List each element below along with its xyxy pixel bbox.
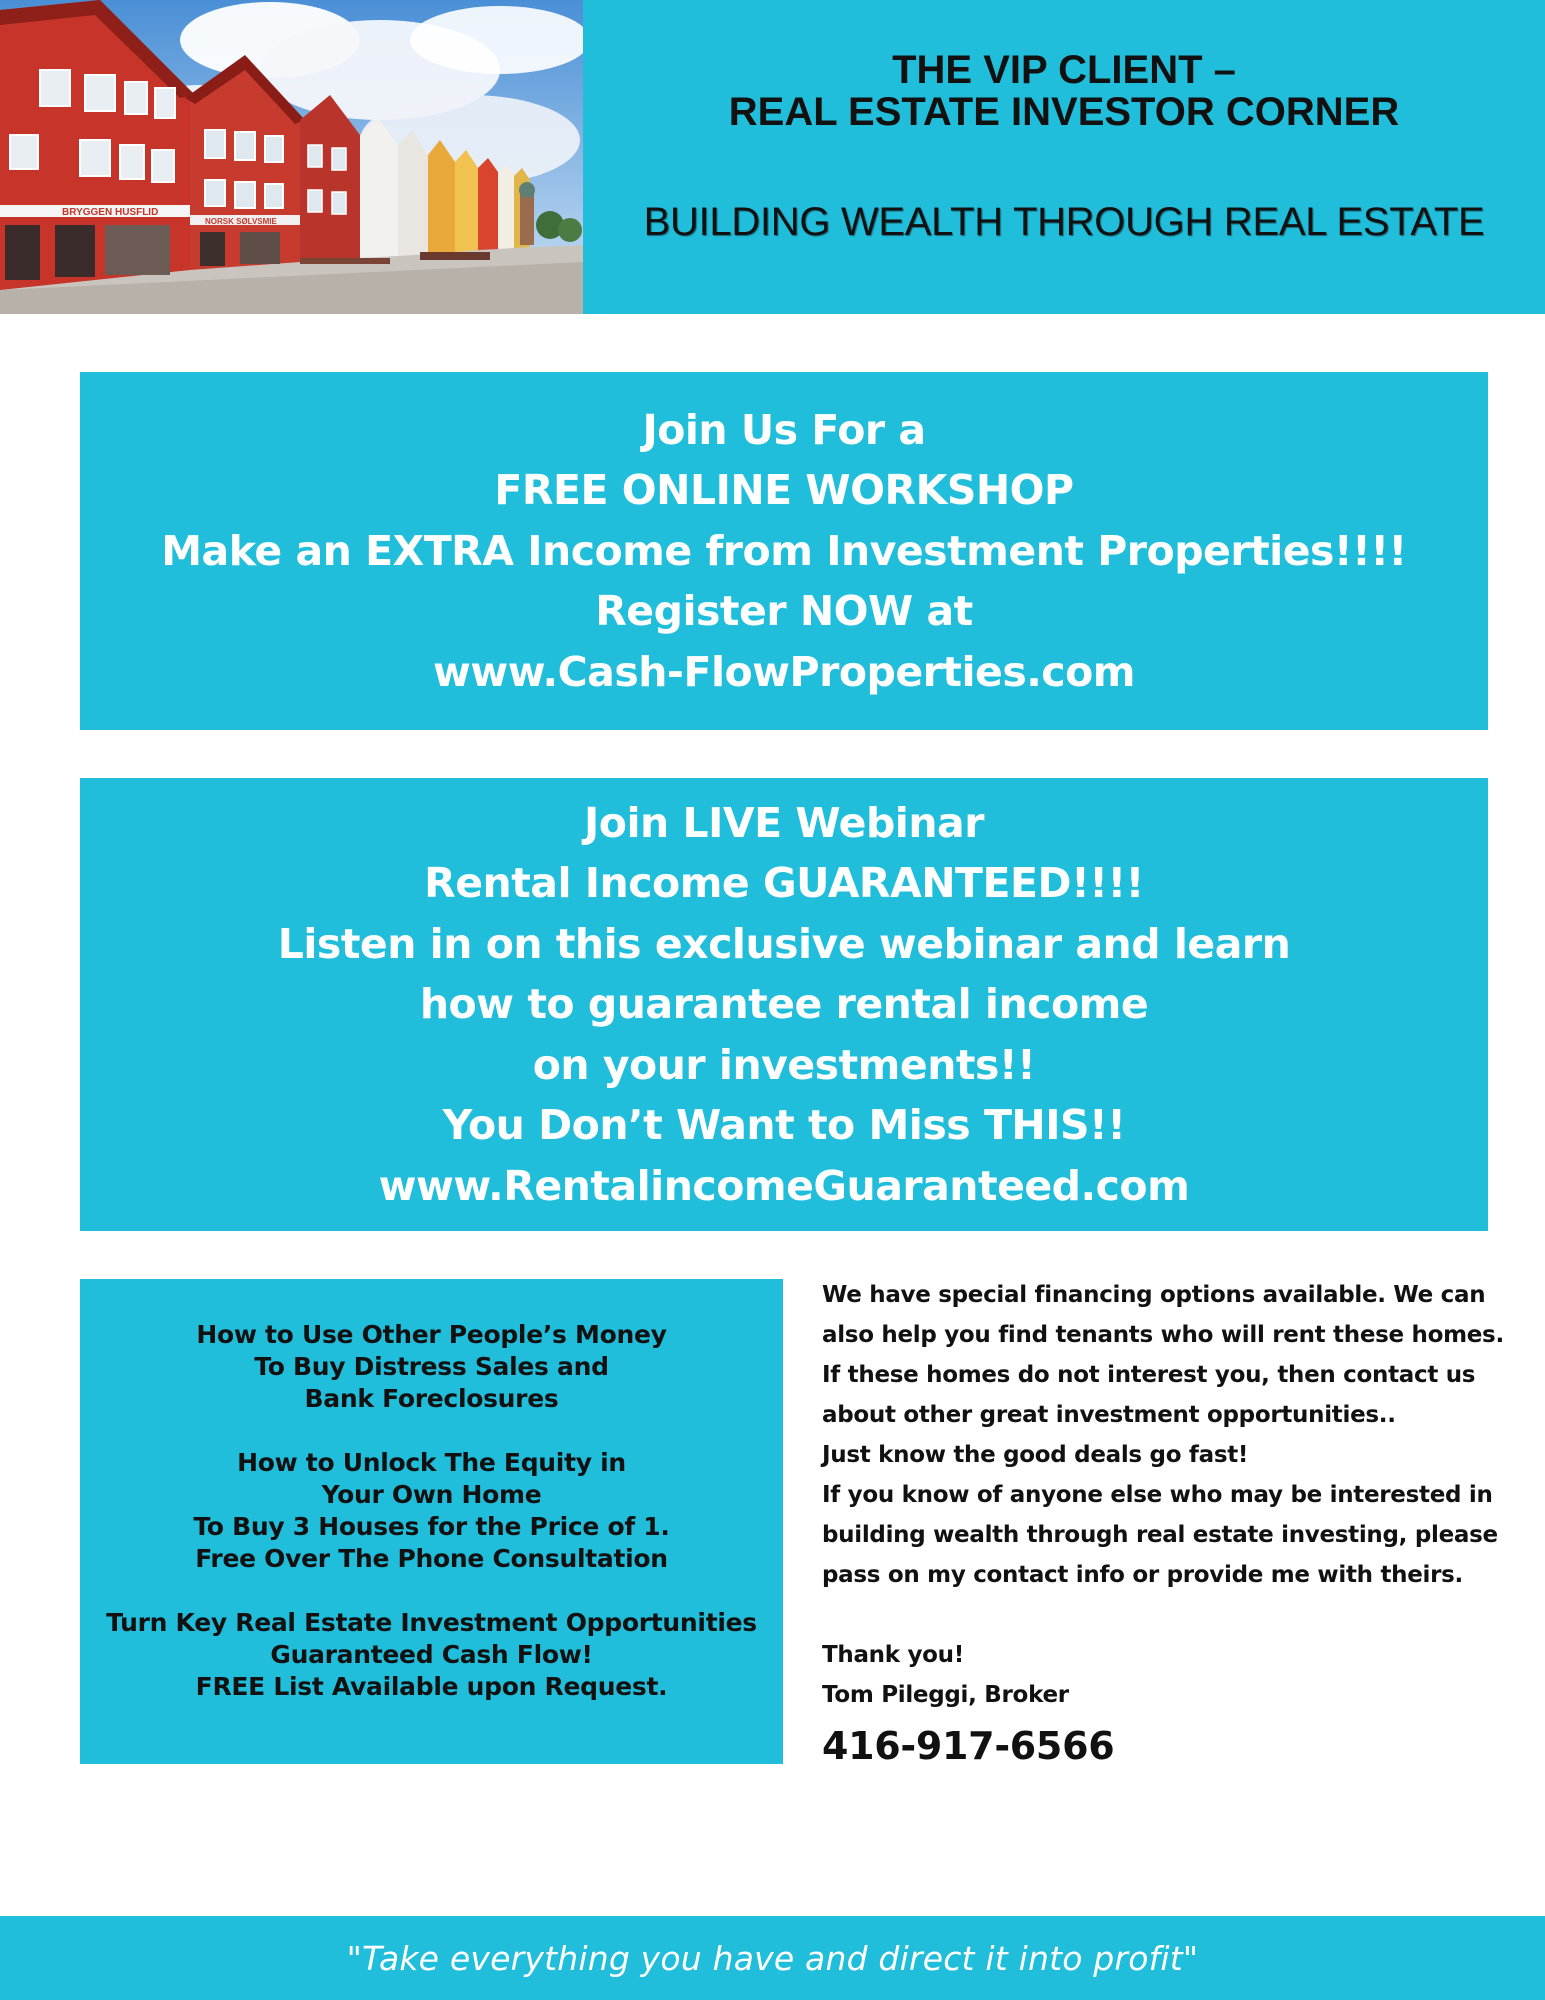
workshop-url-link[interactable]: www.Cash-FlowProperties.com — [433, 647, 1135, 696]
offer-line: To Buy Distress Sales and — [254, 1352, 609, 1381]
contact-paragraph-line: If these homes do not interest you, then contact us — [822, 1362, 1476, 1388]
header-subtitle: BUILDING WEALTH THROUGH REAL ESTATE — [643, 200, 1485, 244]
offers-box — [80, 1279, 783, 1764]
spacer — [822, 1595, 1502, 1635]
signature-text: Tom Pileggi, Broker — [822, 1682, 1069, 1708]
offer-line: Turn Key Real Estate Investment Opportunities — [106, 1608, 757, 1637]
street-houses-illustration — [0, 0, 583, 314]
storefront-sign-left: BRYGGEN HUSFLID — [62, 207, 159, 218]
footer-quote: "Take everything you have and direct it into profit" — [346, 1938, 1199, 1978]
workshop-line-1: Join Us For a — [642, 405, 926, 454]
webinar-line-2: Rental Income GUARANTEED!!!! — [424, 859, 1144, 908]
workshop-promo-box — [80, 372, 1488, 730]
offer-line: How to Use Other People’s Money — [196, 1320, 667, 1349]
webinar-line-4: how to guarantee rental income — [419, 980, 1149, 1029]
webinar-promo-box — [80, 778, 1488, 1231]
workshop-line-2: FREE ONLINE WORKSHOP — [494, 466, 1074, 515]
contact-column — [822, 1275, 1502, 1773]
contact-paragraph-line: We have special financing options available. We can — [822, 1282, 1486, 1308]
webinar-line-5: on your investments!! — [532, 1040, 1036, 1089]
header-panel — [583, 0, 1545, 314]
contact-paragraph-line: If you know of anyone else who may be interested in — [822, 1482, 1493, 1508]
webinar-line-3: Listen in on this exclusive webinar and learn — [277, 919, 1291, 968]
offer-line: Free Over The Phone Consultation — [195, 1544, 668, 1573]
offer-line: Bank Foreclosures — [304, 1384, 559, 1413]
contact-paragraph-line: Just know the good deals go fast! — [822, 1442, 1249, 1468]
offer-group-equity — [80, 1447, 783, 1575]
contact-paragraph-line: pass on my contact info or provide me with theirs. — [822, 1562, 1463, 1588]
phone-number[interactable]: 416-917-6566 — [822, 1724, 1115, 1768]
offer-line: Guaranteed Cash Flow! — [270, 1640, 593, 1669]
workshop-line-3: Make an EXTRA Income from Investment Properties!!!! — [161, 526, 1407, 575]
webinar-line-6: You Don’t Want to Miss THIS!! — [442, 1101, 1126, 1150]
offer-group-opm — [80, 1319, 783, 1415]
contact-paragraph-line: building wealth through real estate investing, please — [822, 1522, 1498, 1548]
workshop-line-4: Register NOW at — [595, 587, 973, 636]
contact-paragraph-line: also help you find tenants who will rent these homes. — [822, 1322, 1504, 1348]
contact-paragraph-line: about other great investment opportunities.. — [822, 1402, 1396, 1428]
header-title-line1: THE VIP CLIENT – — [892, 48, 1236, 92]
hero-image — [0, 0, 583, 314]
offer-line: Your Own Home — [321, 1480, 542, 1509]
webinar-url-link[interactable]: www.RentalincomeGuaranteed.com — [378, 1161, 1190, 1210]
thanks-text: Thank you! — [822, 1642, 964, 1668]
footer-bar — [0, 1916, 1545, 2000]
offer-line: FREE List Available upon Request. — [195, 1672, 668, 1701]
offer-line: To Buy 3 Houses for the Price of 1. — [193, 1512, 670, 1541]
webinar-line-1: Join LIVE Webinar — [584, 798, 984, 847]
offer-group-turnkey — [80, 1607, 783, 1703]
offer-line: How to Unlock The Equity in — [237, 1448, 626, 1477]
storefront-sign-right: NORSK SØLVSMIE — [205, 217, 277, 226]
header-title-line2: REAL ESTATE INVESTOR CORNER — [728, 90, 1400, 134]
